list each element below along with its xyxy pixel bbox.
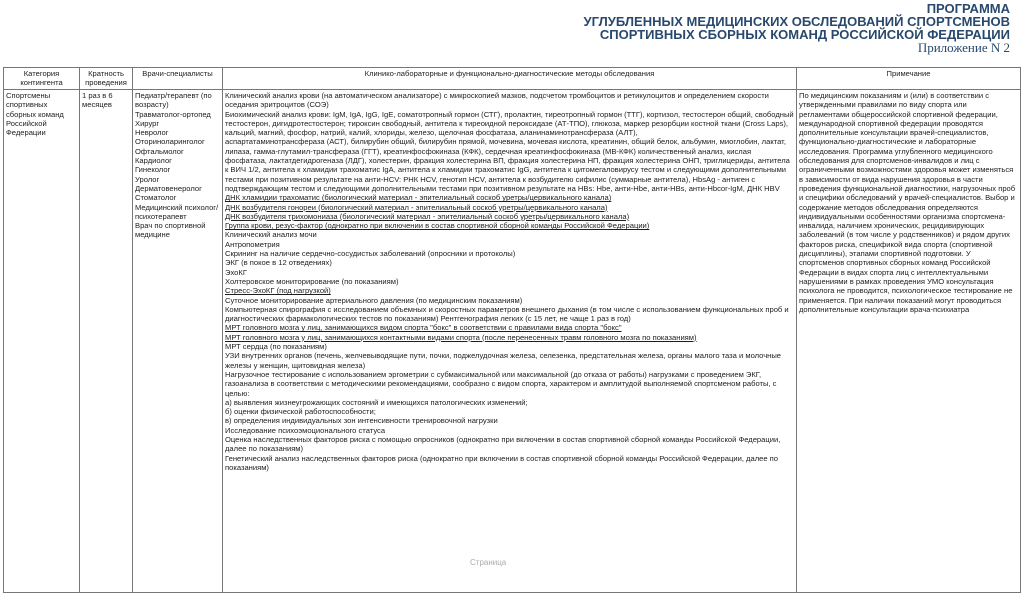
- method-item: ДНК возбудителя гонореи (биологический материал - эпителиальный соскоб уретры/цервикального канала): [225, 202, 608, 212]
- method-item: Нагрузочное тестирование с использованием эргометрии с субмаксимальной или максимальной (до отказа от работы) нагрузками с проведением ЭКГ, газоанализа в соответствии с методическими рекомендациями, сообразно с видом спорта, характером и амплитудой выполняемой спортсменом работы, с целью:: [225, 369, 777, 398]
- cell-frequency: 1 раз в 6 месяцев: [80, 90, 133, 593]
- method-item: Исследование психоэмоционального статуса: [225, 425, 386, 435]
- cell-contingent: Спортсмены спортивных сборных команд Российской Федерации: [4, 90, 80, 593]
- document-header: [584, 0, 1010, 55]
- method-item: МРТ головного мозга у лиц, занимающихся контактными видами спорта (после перенесенных травм головного мозга по показаниям): [225, 332, 697, 342]
- method-item: Компьютерная спирография с исследованием объемных и скоростных параметров внешнего дыхания (в том числе с использованием функциональных проб и диагностических фармакологических тестов по показаниям) Рентгенография легких (с 15 лет, не чаще 1 раз в год): [225, 304, 789, 324]
- method-item: Биохимический анализ крови: IgM, IgA, IgG, IgE, соматотропный гормон (СТГ), пролактин, тиреотропный гормон (ТТГ), кортизол, тестостерон общий, свободный тестостерон, дигидротестостерон; тироксин свободный, антитела к тиреоидной пероксидазе (АТ-ТПО), глюкоза, маркер резорбции костной ткани (Cross Laps), кальций, магний, фосфор, натрий, калий, хлориды, железо, щелочная фосфатаза, аланинаминотрансфераза (АЛТ),: [225, 109, 794, 138]
- method-item: аспартатаминотрансфераза (АСТ), билирубин общий, билирубин прямой, мочевина, мочевая кислота, креатинин, общий белок, альбумин, миоглобин, лактат, липаза, гамма-глутамил-трансфераза (ГГТ), креатинфосфокиназа (КФК), сердечная креатинфосфокиназа (МВ-КФК) количественный анализ, кислая фосфатаза, лактатдегидрогеназа (ЛДГ), холестерин, фракция холестерина ВП, фракция холестерина НП, фракция холестерина ОНП, триглицериды, антитела к ВИЧ 1/2, антитела к хламидии трахоматис IgA, антитела к хламидии трахоматис IgG, антитела к цитомегаловирусу тестом и следующими дополнительными тестами при позитивном результате на анти-HCV: РНК HCV, генотип HCV, антитела к возбудителю сифилис (суммарные антитела), HbsAg - антиген с подтверждающим тестом и следующими дополнительными тестами при позитивном результате на HBs: Hbe, анти-Hbe, анти-HBs, анти-Hbcor-IgM, ДНК HBV: [225, 137, 790, 193]
- doctor-item: Травматолог-ортопед: [135, 109, 211, 119]
- method-item: Антропометрия: [225, 239, 280, 249]
- method-item: Скрининг на наличие сердечно-сосудистых заболеваний (опросники и протоколы): [225, 249, 516, 259]
- page-number: Страница: [470, 558, 507, 567]
- doctor-item: Хирург: [135, 118, 160, 128]
- doctor-item: Стоматолог: [135, 193, 177, 203]
- doctor-item: Офтальмолог: [135, 146, 184, 156]
- col-header-frequency: Кратность проведения: [80, 68, 133, 90]
- program-subtitle-2: СПОРТИВНЫХ СБОРНЫХ КОМАНД РОССИЙСКОЙ ФЕДЕРАЦИИ: [599, 27, 1010, 42]
- method-item: Генетический анализ наследственных факторов риска (однократно при включении в состав спортивной сборной команды Российской Федерации, далее по показаниям): [225, 453, 779, 472]
- cell-doctors: [133, 90, 223, 593]
- doctor-item: Медицинский психолог/психотерапевт: [135, 202, 219, 221]
- col-header-contingent: Категория контингента: [4, 68, 80, 90]
- method-item: а) выявления жизнеугрожающих состояний и имеющихся патологических изменений;: [225, 397, 528, 407]
- method-item: УЗИ внутренних органов (печень, желчевыводящие пути, почки, поджелудочная железа, селезенка, предстательная железа, органы малого таза и молочные железы у женщин, щитовидная железа): [225, 351, 782, 370]
- program-title: ПРОГРАММА: [926, 1, 1010, 16]
- table-row: [4, 90, 1021, 593]
- method-item: Группа крови, резус-фактор (однократно при включении в состав спортивной сборной команды Российской Федерации): [225, 221, 650, 231]
- method-item: ДНК хламидии трахоматис (биологический материал - эпителиальный соскоб уретры/цервикального канала): [225, 193, 612, 203]
- doctor-item: Уролог: [135, 174, 160, 184]
- method-item: МРТ головного мозга у лиц, занимающихся видом спорта "бокс" в соответствии с правилами вида спорта "бокс": [225, 323, 622, 333]
- examination-table: [3, 67, 1021, 593]
- method-item: Оценка наследственных факторов риска с помощью опросников (однократно при включении в состав спортивной сборной команды Российской Федерации, далее по показаниям): [225, 434, 781, 454]
- method-item: Клинический анализ мочи: [225, 230, 317, 240]
- method-item: МРТ сердца (по показаниям): [225, 342, 327, 352]
- doctor-item: Гинеколог: [135, 165, 171, 175]
- method-item: Холтеровское мониторирование (по показаниям): [225, 276, 399, 286]
- method-item: ЭхоКГ: [225, 267, 247, 277]
- appendix-label: Приложение N 2: [917, 40, 1010, 55]
- col-header-note: Примечание: [797, 68, 1021, 90]
- doctor-item: Педиатр/терапевт (по возрасту): [135, 91, 212, 110]
- doctor-item: Кардиолог: [135, 156, 172, 166]
- program-subtitle-1: УГЛУБЛЕННЫХ МЕДИЦИНСКИХ ОБСЛЕДОВАНИЙ СПОРТСМЕНОВ: [583, 14, 1010, 29]
- table-header-row: [4, 68, 1021, 90]
- cell-methods: [223, 90, 797, 593]
- doctor-item: Оториноларинголог: [135, 137, 205, 147]
- method-item: ЭКГ (в покое в 12 отведениях): [225, 258, 332, 268]
- doctor-item: Врач по спортивной медицине: [135, 221, 206, 240]
- method-item: Стресс-ЭхоКГ (под нагрузкой): [225, 286, 331, 296]
- method-item: б) оценки физической работоспособности;: [225, 407, 376, 417]
- col-header-methods: Клинико-лабораторные и функционально-диагностические методы обследования: [223, 68, 797, 90]
- col-header-doctors: Врачи-специалисты: [133, 68, 223, 90]
- cell-note: По медицинским показаниям и (или) в соответствии с утвержденными правилами по виду спорта или регламентами общероссийской спортивной федерации, международной спортивной федерации проводятся дополнительные консультации врачей-специалистов, функционально-диагностические и лабораторные исследования. Программа углубленного медицинского обследования для спортсменов-инвалидов и лиц с ограниченными возможностями здоровья может изменяться в зависимости от вида нарушения здоровья в части проведения функциональной диагностики, нагрузочных проб и специфики обследований у врачей-специалистов. Выбор и содержание методов обследования определяются индивидуальными особенностями организма спортсмена-инвалида, наличием хронических, рецидивирующих заболеваний (в том числе у родственников) и рядом других факторов риска, спецификой вида спорта (спортивной дисциплины), этапами спортивной подготовки. У спортсменов спортивных сборных команд Российской Федерации в видах спорта лиц с интеллектуальными нарушениями в рамках проведения УМО консультация психолога не проводится, психологическое тестирование не применяется. При наличии показаний могут проводиться дополнительные консультации врача-психиатра: [797, 90, 1021, 593]
- method-item: Суточное мониторирование артериального давления (по медицинским показаниям): [225, 295, 523, 305]
- method-item: Клинический анализ крови (на автоматическом анализаторе) с микроскопией мазков, подсчетом тромбоцитов и ретикулоцитов и определением скорости оседания эритроцитов (СОЭ): [225, 91, 769, 110]
- method-item: в) определения индивидуальных зон интенсивности тренировочной нагрузки: [225, 416, 498, 426]
- doctor-item: Дерматовенеролог: [135, 183, 202, 193]
- doctor-item: Невролог: [135, 128, 169, 138]
- method-item: ДНК возбудителя трихомониаза (биологический материал - эпителиальный соскоб уретры/цервикального канала): [225, 211, 630, 221]
